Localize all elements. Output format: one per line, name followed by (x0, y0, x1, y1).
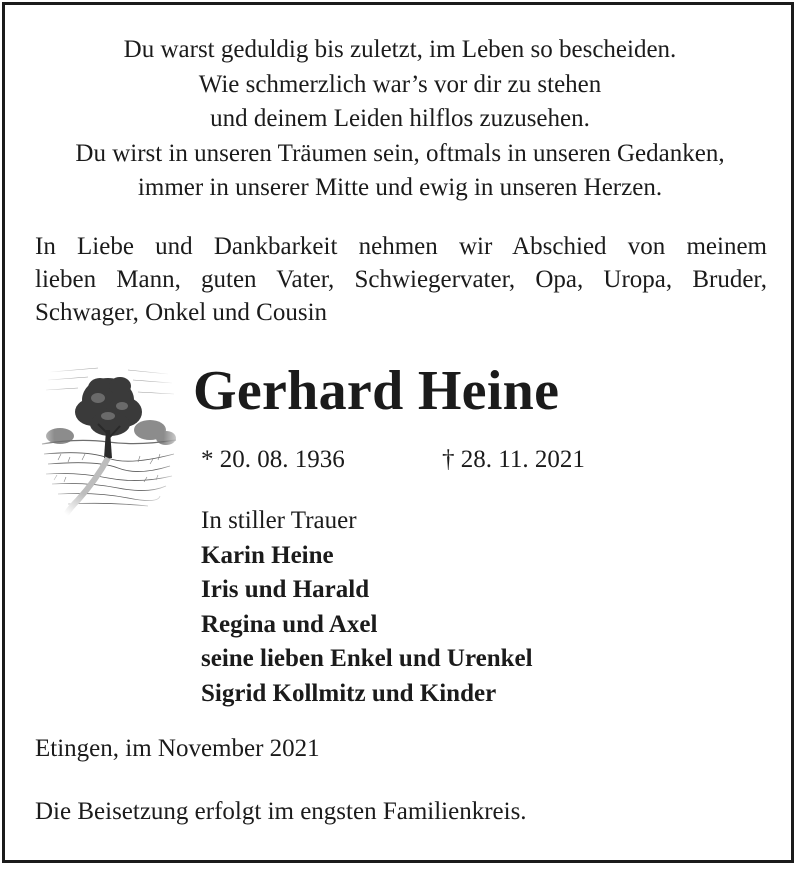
deceased-name: Gerhard Heine (193, 360, 560, 422)
mourners-block (201, 504, 533, 711)
mourner-name: Karin Heine (201, 541, 334, 569)
poem (0, 33, 800, 206)
place-date: Etingen, im November 2021 (35, 735, 320, 762)
poem-line: Du wirst in unseren Träumen sein, oftmals in unseren Gedanken, (75, 139, 725, 167)
poem-line: Wie schmerzlich war’s vor dir zu stehen (198, 70, 602, 98)
mourner-name: Regina und Axel (201, 610, 378, 638)
burial-note: Die Beisetzung erfolgt im engsten Familienkreis. (35, 798, 527, 825)
farewell-text (35, 230, 767, 329)
mourning-heading: In stiller Trauer (201, 507, 357, 534)
mourner-name: seine lieben Enkel und Urenkel (201, 645, 533, 672)
birth-date: * 20. 08. 1936 (201, 446, 345, 473)
poem-line: immer in unserer Mitte und ewig in unseren Herzen. (137, 174, 663, 201)
poem-line: Du warst geduldig bis zuletzt, im Leben so bescheiden. (123, 36, 677, 63)
farewell-line: Schwager, Onkel und Cousin (35, 299, 328, 326)
death-date: † 28. 11. 2021 (442, 446, 585, 473)
farewell-line: lieben Mann, guten Vater, Schwiegervater, Opa, Uropa, Bruder, (35, 266, 767, 293)
tree-landscape-icon (38, 350, 180, 525)
poem-line: und deinem Leiden hilflos zuzusehen. (210, 105, 590, 132)
farewell-line: In Liebe und Dankbarkeit nehmen wir Abschied von meinem (35, 233, 767, 260)
mourner-name: Iris und Harald (201, 576, 370, 603)
mourner-name: Sigrid Kollmitz und Kinder (201, 679, 497, 707)
